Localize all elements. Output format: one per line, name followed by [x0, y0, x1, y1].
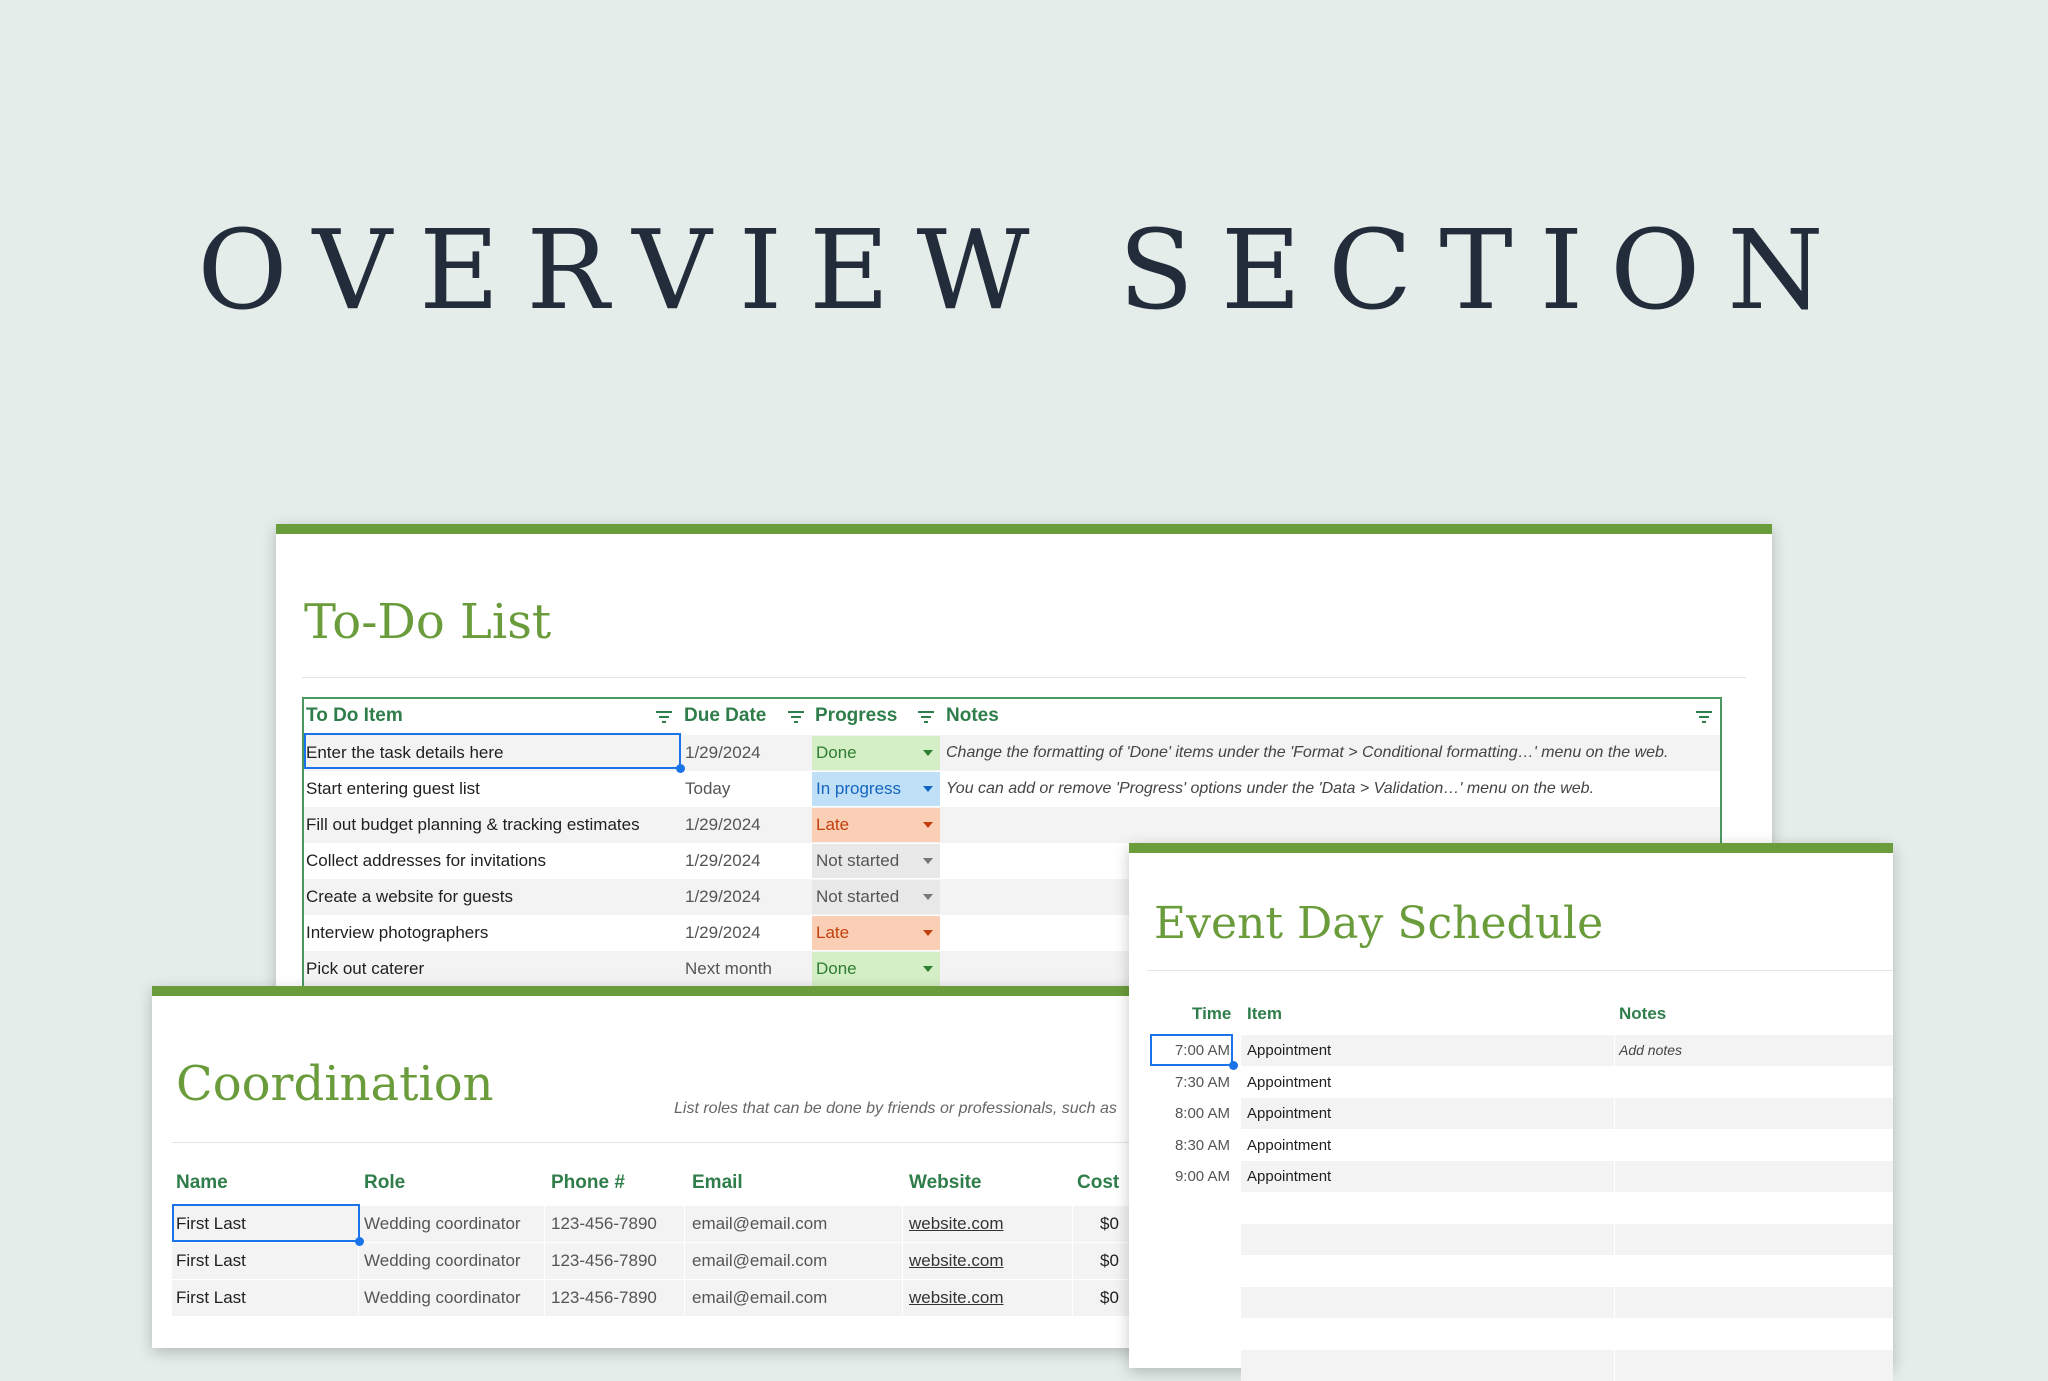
event-schedule-sheet [1129, 843, 1893, 1368]
email-cell[interactable]: email@email.com [692, 1214, 828, 1233]
due-date-cell[interactable]: 1/29/2024 [685, 851, 761, 870]
fill-handle[interactable] [1229, 1061, 1238, 1070]
coordination-sheet [152, 986, 1152, 1348]
item-cell[interactable]: Appointment [1247, 1042, 1332, 1059]
header-progress[interactable]: Progress [815, 705, 898, 726]
header-role: Role [364, 1172, 406, 1193]
time-cell[interactable]: 9:00 AM [1174, 1168, 1230, 1185]
progress-dropdown[interactable] [812, 844, 940, 878]
item-cell[interactable]: Appointment [1247, 1073, 1332, 1091]
cost-cell[interactable]: $0 [1100, 1251, 1119, 1270]
progress-label: Done [816, 959, 857, 978]
progress-dropdown[interactable] [812, 880, 940, 914]
filter-icon[interactable] [788, 711, 804, 723]
todo-title: To-Do List [304, 594, 552, 650]
todo-item-cell[interactable]: Pick out caterer [306, 959, 425, 978]
table-row [172, 1280, 1152, 1316]
table-row [1129, 1161, 1893, 1192]
due-date-cell[interactable]: Today [685, 779, 731, 798]
website-link[interactable]: website.com [909, 1251, 1004, 1270]
item-cell[interactable]: Appointment [1247, 1168, 1332, 1185]
todo-item-cell[interactable]: Interview photographers [306, 923, 489, 942]
website-link[interactable]: website.com [909, 1288, 1004, 1307]
progress-label: In progress [816, 779, 902, 798]
progress-dropdown[interactable] [812, 736, 940, 770]
phone-cell[interactable]: 123-456-7890 [551, 1251, 657, 1270]
chevron-down-icon[interactable] [923, 966, 933, 972]
chevron-down-icon[interactable] [923, 822, 933, 828]
progress-label: Not started [816, 851, 900, 870]
progress-label: Not started [816, 887, 900, 906]
table-row [304, 807, 1720, 843]
coordination-title: Coordination [176, 1056, 494, 1112]
table-row [304, 771, 1720, 807]
notes-cell[interactable]: Change the formatting of 'Done' items under the 'Format > Conditional formatting…' menu on the web. [946, 744, 1669, 761]
role-cell[interactable]: Wedding coordinator [364, 1288, 521, 1307]
header-phone: Phone # [551, 1172, 625, 1193]
filter-icon[interactable] [656, 711, 672, 723]
table-row [1129, 1256, 1893, 1287]
role-cell[interactable]: Wedding coordinator [364, 1214, 521, 1233]
notes-cell[interactable]: You can add or remove 'Progress' options under the 'Data > Validation…' menu on the web. [946, 780, 1595, 797]
table-row [1129, 1130, 1893, 1161]
notes-cell[interactable]: Add notes [1619, 1042, 1683, 1058]
due-date-cell[interactable]: 1/29/2024 [685, 815, 761, 834]
todo-item-cell[interactable]: Start entering guest list [306, 779, 480, 798]
filter-icon[interactable] [918, 711, 934, 723]
phone-cell[interactable]: 123-456-7890 [551, 1214, 657, 1233]
header-item: Item [1247, 1004, 1282, 1023]
chevron-down-icon[interactable] [923, 930, 933, 936]
cell-selection[interactable] [172, 1204, 360, 1242]
filter-icon[interactable] [1696, 711, 1712, 723]
todo-item-cell[interactable]: Collect addresses for invitations [306, 851, 547, 870]
header-cost: Cost [1077, 1172, 1120, 1193]
todo-item-cell[interactable]: Enter the task details here [306, 743, 504, 762]
todo-item-cell[interactable]: Fill out budget planning & tracking estimates [306, 815, 640, 834]
chevron-down-icon[interactable] [923, 894, 933, 900]
name-cell[interactable]: First Last [176, 1251, 246, 1270]
event-title: Event Day Schedule [1154, 898, 1604, 949]
header-time: Time [1192, 1004, 1232, 1023]
cell-selection[interactable] [304, 733, 681, 769]
progress-label: Done [816, 743, 857, 762]
header-notes: Notes [1619, 1004, 1667, 1023]
due-date-cell[interactable]: Next month [685, 959, 772, 978]
fill-handle[interactable] [355, 1237, 364, 1246]
header-email: Email [692, 1172, 743, 1193]
due-date-cell[interactable]: 1/29/2024 [685, 923, 761, 942]
table-row [172, 1243, 1152, 1279]
chevron-down-icon[interactable] [923, 786, 933, 792]
cost-cell[interactable]: $0 [1100, 1214, 1119, 1233]
cost-cell[interactable]: $0 [1100, 1288, 1119, 1307]
item-cell[interactable]: Appointment [1247, 1105, 1332, 1122]
coordination-subtitle: List roles that can be done by friends or professionals, such as [674, 1100, 1117, 1117]
progress-dropdown[interactable] [812, 772, 940, 806]
due-date-cell[interactable]: 1/29/2024 [685, 743, 761, 762]
table-row [1129, 1287, 1893, 1318]
table-row [1129, 1319, 1893, 1350]
table-row [1129, 1224, 1893, 1255]
progress-label: Late [816, 815, 850, 834]
header-todo-item[interactable]: To Do Item [306, 705, 403, 726]
table-row [1129, 1350, 1893, 1381]
table-row [1129, 1193, 1893, 1224]
todo-item-cell[interactable]: Create a website for guests [306, 887, 513, 906]
time-cell[interactable]: 7:30 AM [1174, 1073, 1230, 1091]
name-cell[interactable]: First Last [176, 1288, 246, 1307]
fill-handle[interactable] [676, 764, 685, 773]
page-title: OVERVIEW SECTION [197, 206, 1851, 334]
progress-dropdown[interactable] [812, 916, 940, 950]
progress-label: Late [816, 923, 850, 942]
due-date-cell[interactable]: 1/29/2024 [685, 887, 761, 906]
progress-dropdown[interactable] [812, 808, 940, 842]
email-cell[interactable]: email@email.com [692, 1251, 828, 1270]
header-name: Name [176, 1172, 228, 1193]
chevron-down-icon[interactable] [923, 750, 933, 756]
email-cell[interactable]: email@email.com [692, 1288, 828, 1307]
phone-cell[interactable]: 123-456-7890 [551, 1288, 657, 1307]
progress-dropdown[interactable] [812, 952, 940, 986]
header-website: Website [909, 1172, 982, 1193]
website-link[interactable]: website.com [909, 1214, 1004, 1233]
header-notes[interactable]: Notes [946, 705, 999, 726]
table-row [1129, 1035, 1893, 1066]
header-due-date[interactable]: Due Date [684, 705, 767, 726]
table-row [1129, 1098, 1893, 1129]
chevron-down-icon[interactable] [923, 858, 933, 864]
role-cell[interactable]: Wedding coordinator [364, 1251, 521, 1270]
time-cell[interactable]: 8:30 AM [1174, 1136, 1230, 1154]
time-cell[interactable]: 8:00 AM [1174, 1105, 1230, 1122]
item-cell[interactable]: Appointment [1247, 1136, 1332, 1154]
cell-selection[interactable] [1150, 1034, 1233, 1066]
table-row [1129, 1067, 1893, 1098]
name-cell[interactable]: First Last [176, 1214, 246, 1233]
time-cell[interactable]: 7:00 AM [1174, 1042, 1230, 1059]
